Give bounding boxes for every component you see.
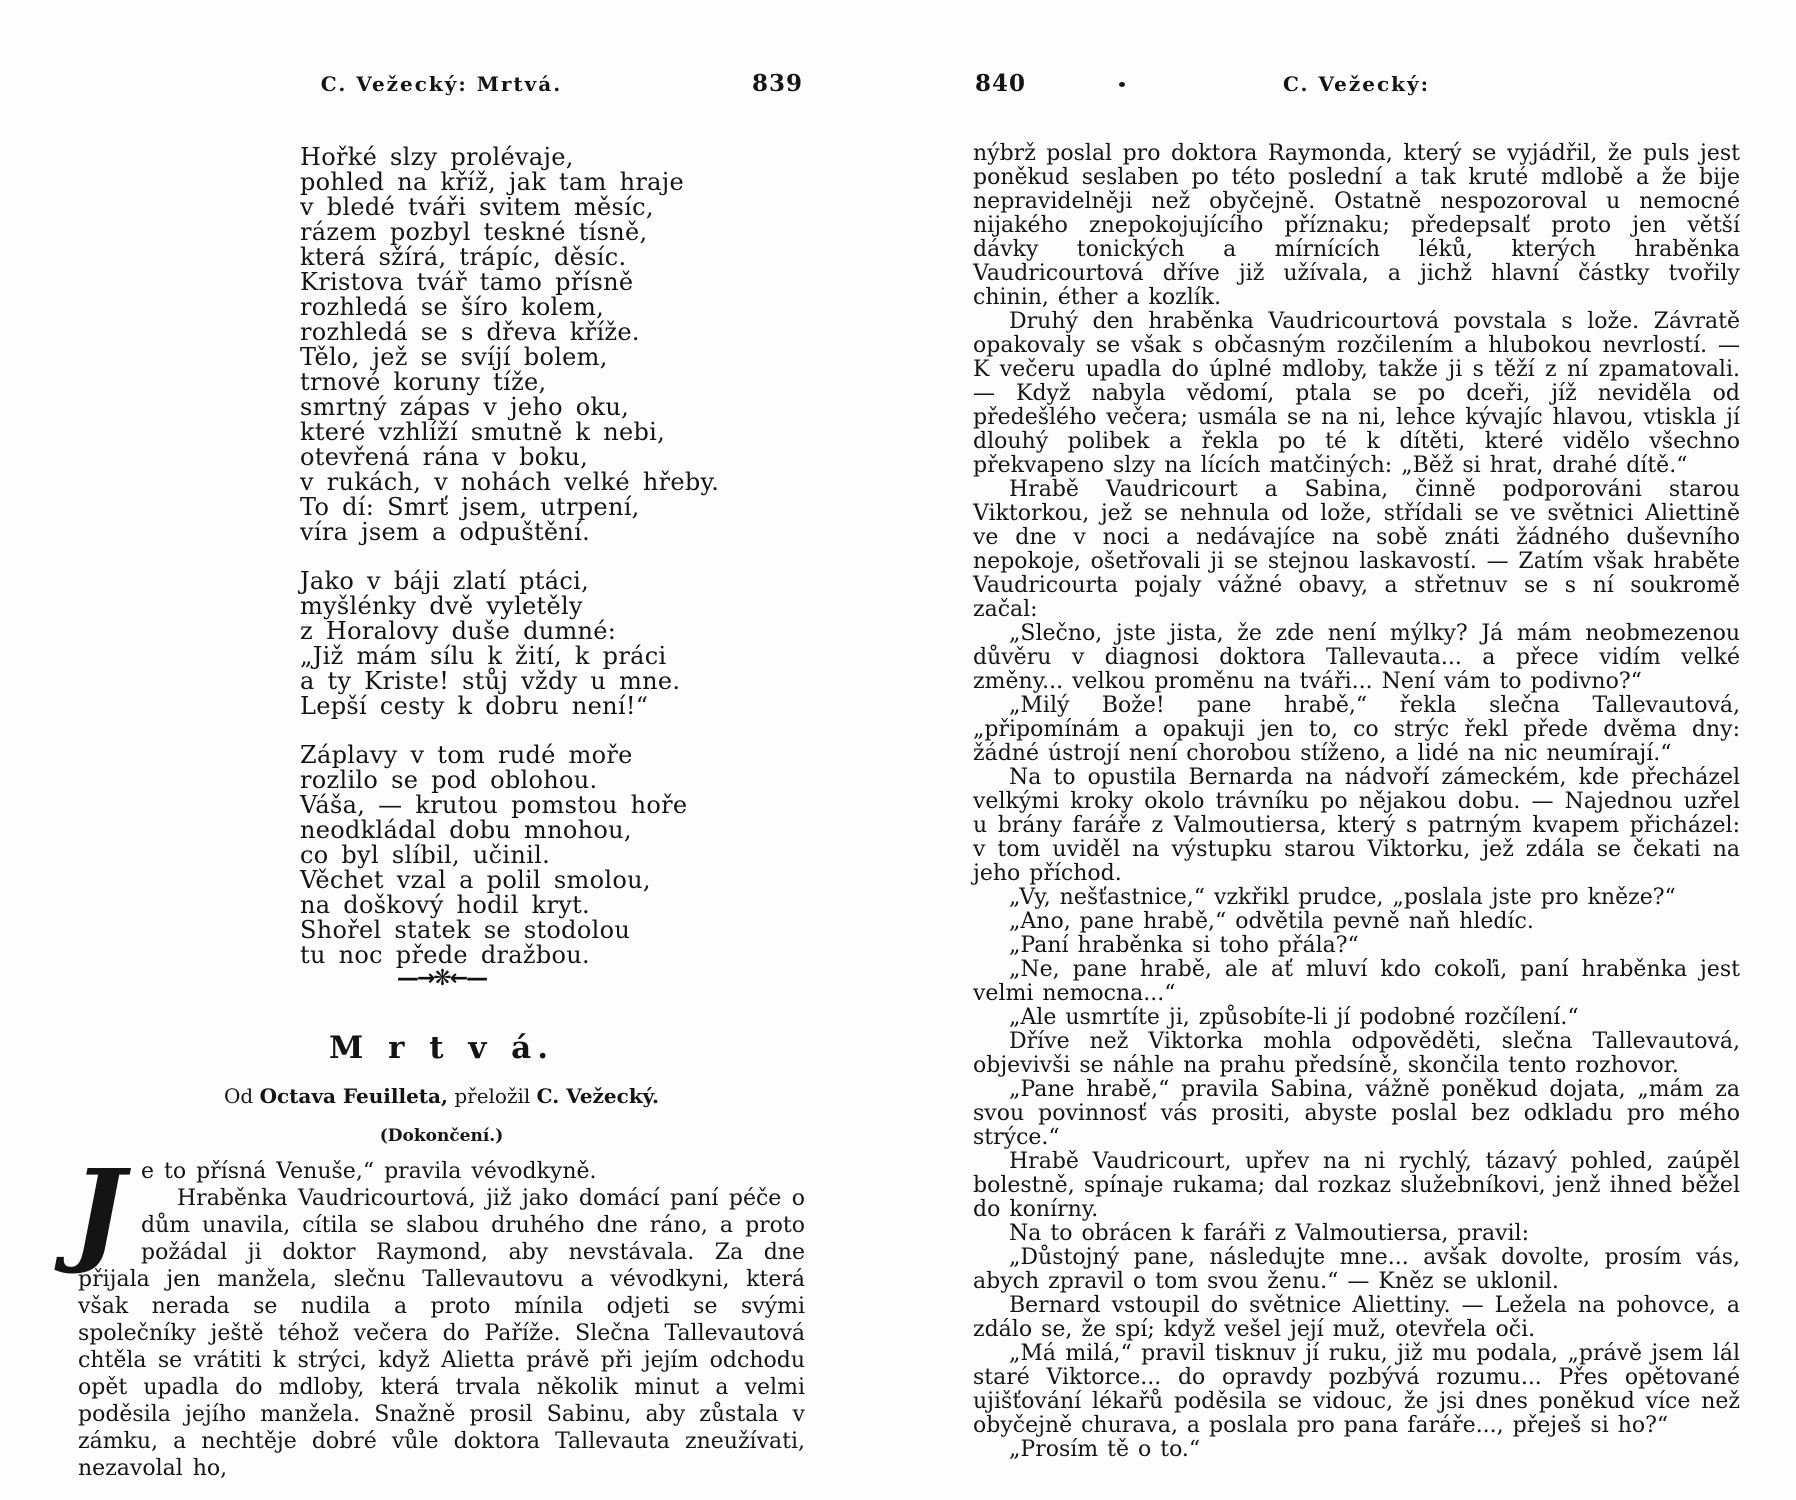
- poem-line: Kristova tvář tamo přísně: [300, 268, 634, 296]
- paragraph: Hraběnka Vaudricourtová, již jako domácí paní péče o dům unavila, cítila se slabou druhého dne ráno, a proto požádal ji doktor Raymond, aby nevstávala. Za dne přijala jen manžela, slečnu Tallevautovu a vévodkyni, která však nerada se nudila a proto mínila odjeti se svými společníky ještě téhož večera do Paříže. Slečna Tallevautová chtěla se vrátiti k strýci, když Alietta právě při jejím odchodu opět upadla do mdloby, která trvala několik minut a velmi poděsila jejího manžela. Snažně prosil Sabinu, aby zůstala v zámku, a nechtěje dobré vůle doktora Tallevauta zneužívati, nezavolal ho,: [78, 1186, 805, 1481]
- poem-line: Váša, — krutou pomstou hoře: [300, 791, 688, 819]
- poem-line: myšlénky dvě vyletěly: [300, 592, 583, 620]
- paragraph: Druhý den hraběnka Vaudricourtová povstala s lože. Závratě opakovaly se však s občasným rozčilením a hlubokou nevrlostí. — K večeru upadla do úplné mdloby, takže ji s těží z ní zpamatovali. — Když nabyla vědomí, ptala se po dceři, jíž neviděla od předešlého večera; usmála se na ni, lehce kývajíc hlavou, vtiskla jí dlouhý polibek a řekla po té k dítěti, které vidělo všechno překvapeno slzy na lících matčiných: „Běž si hrat, drahé dítě.“: [973, 309, 1740, 478]
- paragraph: „Má milá,“ pravil tisknuv jí ruku, již mu podala, „právě jsem lál staré Viktorce... do opravdy pozbývá rozumu... Přes opětované ujišťování lékařů poděsila se vidouc, že jsi dnes poněkud více než obyčejně churava, a poslala pro pana faráře..., přeješ si ho?“: [973, 1341, 1740, 1438]
- poem-stanza: [300, 743, 719, 968]
- byline-prefix: Od: [224, 1084, 260, 1108]
- paragraph: „Prosím tě o to.“: [1009, 1437, 1201, 1462]
- page-number-left: 839: [751, 70, 803, 97]
- poem-line: Záplavy v tom rudé moře: [300, 741, 633, 769]
- poem-line: Hořké slzy prolévaje,: [300, 143, 574, 171]
- paragraph: Bernard vstoupil do světnice Aliettiny. — Ležela na pohovce, a zdálo se, že spí; když vešel její muž, otevřela oči.: [973, 1293, 1740, 1342]
- poem-line: která sžírá, trápíc, děsíc.: [300, 243, 627, 271]
- drop-cap: J: [72, 1146, 125, 1277]
- paragraph: Dříve než Viktorka mohla odpověděti, slečna Tallevautová, objevivši se náhle na prahu předsíně, skončila tento rozhovor.: [973, 1029, 1740, 1078]
- poem-line: trnové koruny tíže,: [300, 368, 547, 396]
- paragraph: „Slečno, jste jista, že zde není mýlky? Já mám neobmezenou důvěru v diagnosi doktora Tallevauta... a přece vidím velké změny... velkou proměnu na tváři... Není vám to podivno?“: [973, 621, 1740, 694]
- continuation-note: (Dokončení.): [379, 1126, 504, 1146]
- byline-author: Octava Feuilleta,: [259, 1084, 448, 1108]
- poem-line: Věchet vzal a polil smolou,: [300, 866, 651, 894]
- paragraph: „Vy, nešťastnice,“ vzkřikl prudce, „poslala jste pro kněze?“: [1009, 885, 1676, 910]
- poem-line: rozlilo se pod oblohou.: [300, 766, 598, 794]
- poem-line: smrtný zápas v jeho oku,: [300, 393, 630, 421]
- paragraph: „Ano, pane hrabě,“ odvětila pevně naň hledíc.: [1009, 909, 1534, 934]
- byline-translator: C. Vežecký.: [536, 1084, 659, 1108]
- poem-line: neodkládal dobu mnohou,: [300, 816, 632, 844]
- poem-line: v rukách, v nohách velké hřeby.: [300, 468, 720, 496]
- poem-line: na doškový hodil kryt.: [300, 891, 590, 919]
- byline: [78, 1084, 805, 1108]
- page-839: [72, 0, 805, 1500]
- paragraph: „Milý Bože! pane hrabě,“ řekla slečna Tallevautová, „připomínám a opakuji jen to, co strýc řekl přede dvěma dny: žádné ústrojí není chorobou stíženo, a lidé na nic neumírají.“: [973, 693, 1740, 766]
- ink-speck: [1119, 82, 1125, 87]
- poem-line: „Již mám sílu k žití, k práci: [300, 642, 667, 670]
- poem-line: Tělo, jež se svíjí bolem,: [300, 343, 608, 371]
- byline-middle: přeložil: [447, 1084, 537, 1108]
- poem-line: a ty Kriste! stůj vždy u mne.: [300, 667, 681, 695]
- paragraph: „Ne, pane hrabě, ale ať mluví kdo cokoľi, paní hraběnka jest velmi nemocna...“: [973, 957, 1740, 1006]
- story-text-left: [72, 1146, 805, 1482]
- running-head-title: C. Vežecký: Mrtvá.: [320, 72, 563, 96]
- page-840: [973, 0, 1740, 1500]
- poem-line: pohled na kříž, jak tam hraje: [300, 168, 684, 196]
- divider-ornament-icon: —→❋←—: [396, 966, 487, 991]
- poem-line: z Horalovy duše dumné:: [300, 617, 617, 645]
- poem-line: otevřená rána v boku,: [300, 443, 589, 471]
- paragraph: e to přísná Venuše,“ pravila vévodkyně.: [141, 1159, 597, 1184]
- paragraph: Na to opustila Bernarda na nádvoří zámeckém, kde přecházel velkými kroky okolo trávníku po nějakou dobu. — Najednou uzřel u brány faráře z Valmoutiersa, který s patrným kvapem přicházel: v tom uviděl na výstupku starou Viktorku, jež zdála se čekati na jeho příchod.: [973, 765, 1740, 886]
- paragraph: „Paní hraběnka si toho přála?“: [1009, 933, 1359, 958]
- paragraph: Hrabě Vaudricourt, upřev na ni rychlý, tázavý pohled, zaúpěl bolestně, spínaje rukama; dal rozkaz služebníkovi, jenž ihned běžel do konírny.: [973, 1149, 1740, 1222]
- paragraph: „Důstojný pane, následujte mne... avšak dovolte, prosím vás, abych zpravil o tom svou ženu.“ — Kněz se uklonil.: [973, 1245, 1740, 1294]
- paragraph: „Pane hrabě,“ pravila Sabina, vážně poněkud dojata, „mám za svou povinnosť vás prositi, abyste poslal bez odkladu pro mého strýce.“: [973, 1077, 1740, 1150]
- paragraph: Hrabě Vaudricourt a Sabina, činně podporováni starou Viktorkou, jež se nehnula od lože, střídali se ve světnici Aliettině ve dne v noci a nedávajíce na sobě znáti žádného duševního nepokoje, ošetřovali ji se stejnou laskavostí. — Zatím však hraběte Vaudricourta pojaly vážné obavy, a střetnuv se s ní soukromě začal:: [973, 477, 1740, 622]
- poem-line: tu noc přede dražbou.: [300, 941, 590, 969]
- poem-line: Jako v báji zlatí ptáci,: [300, 567, 589, 595]
- poem-line: To dí: Smrť jsem, utrpení,: [300, 493, 640, 521]
- poem-line: Lepší cesty k dobru není!“: [300, 692, 649, 720]
- story-title: M r t v á.: [328, 1030, 555, 1066]
- poem-line: co byl slíbil, učinil.: [300, 841, 550, 869]
- running-head-title: C. Vežecký:: [1282, 72, 1431, 96]
- poem-line: víra jsem a odpuštění.: [300, 518, 591, 546]
- paragraph: nýbrž poslal pro doktora Raymonda, který se vyjádřil, že puls jest poněkud seslaben po této poslední a tak kruté mdlobě a že bije nepravidelněji než obyčejně. Ostatně nespozoroval u nemocné nijakého znepokojujícího příznaku; předepsalť proto jen větší dávky tonických a mírnících léků, kterých hraběnka Vaudricourtová dříve již užívala, a jichž hlavní částky tvořily chinin, éther a kozlík.: [973, 141, 1740, 310]
- poem-line: v bledé tváři svitem měsíc,: [300, 193, 654, 221]
- paragraph: „Ale usmrtíte ji, způsobíte-li jí podobné rozčílení.“: [1009, 1005, 1579, 1030]
- poem-stanza: [300, 569, 719, 719]
- poem-line: Shořel statek se stodolou: [300, 916, 631, 944]
- poem-line: které vzhlíží smutně k nebi,: [300, 418, 666, 446]
- poem-line: rozhledá se šíro kolem,: [300, 293, 605, 321]
- story-text-right: [973, 142, 1740, 1462]
- poem-line: rázem pozbyl teskné tísně,: [300, 218, 648, 246]
- poem: [300, 145, 719, 968]
- paragraph: Na to obrácen k faráři z Valmoutiersa, pravil:: [1009, 1221, 1529, 1246]
- poem-line: rozhledá se s dřeva kříže.: [300, 318, 640, 346]
- poem-stanza: [300, 145, 719, 545]
- page-number-right: 840: [975, 70, 1027, 97]
